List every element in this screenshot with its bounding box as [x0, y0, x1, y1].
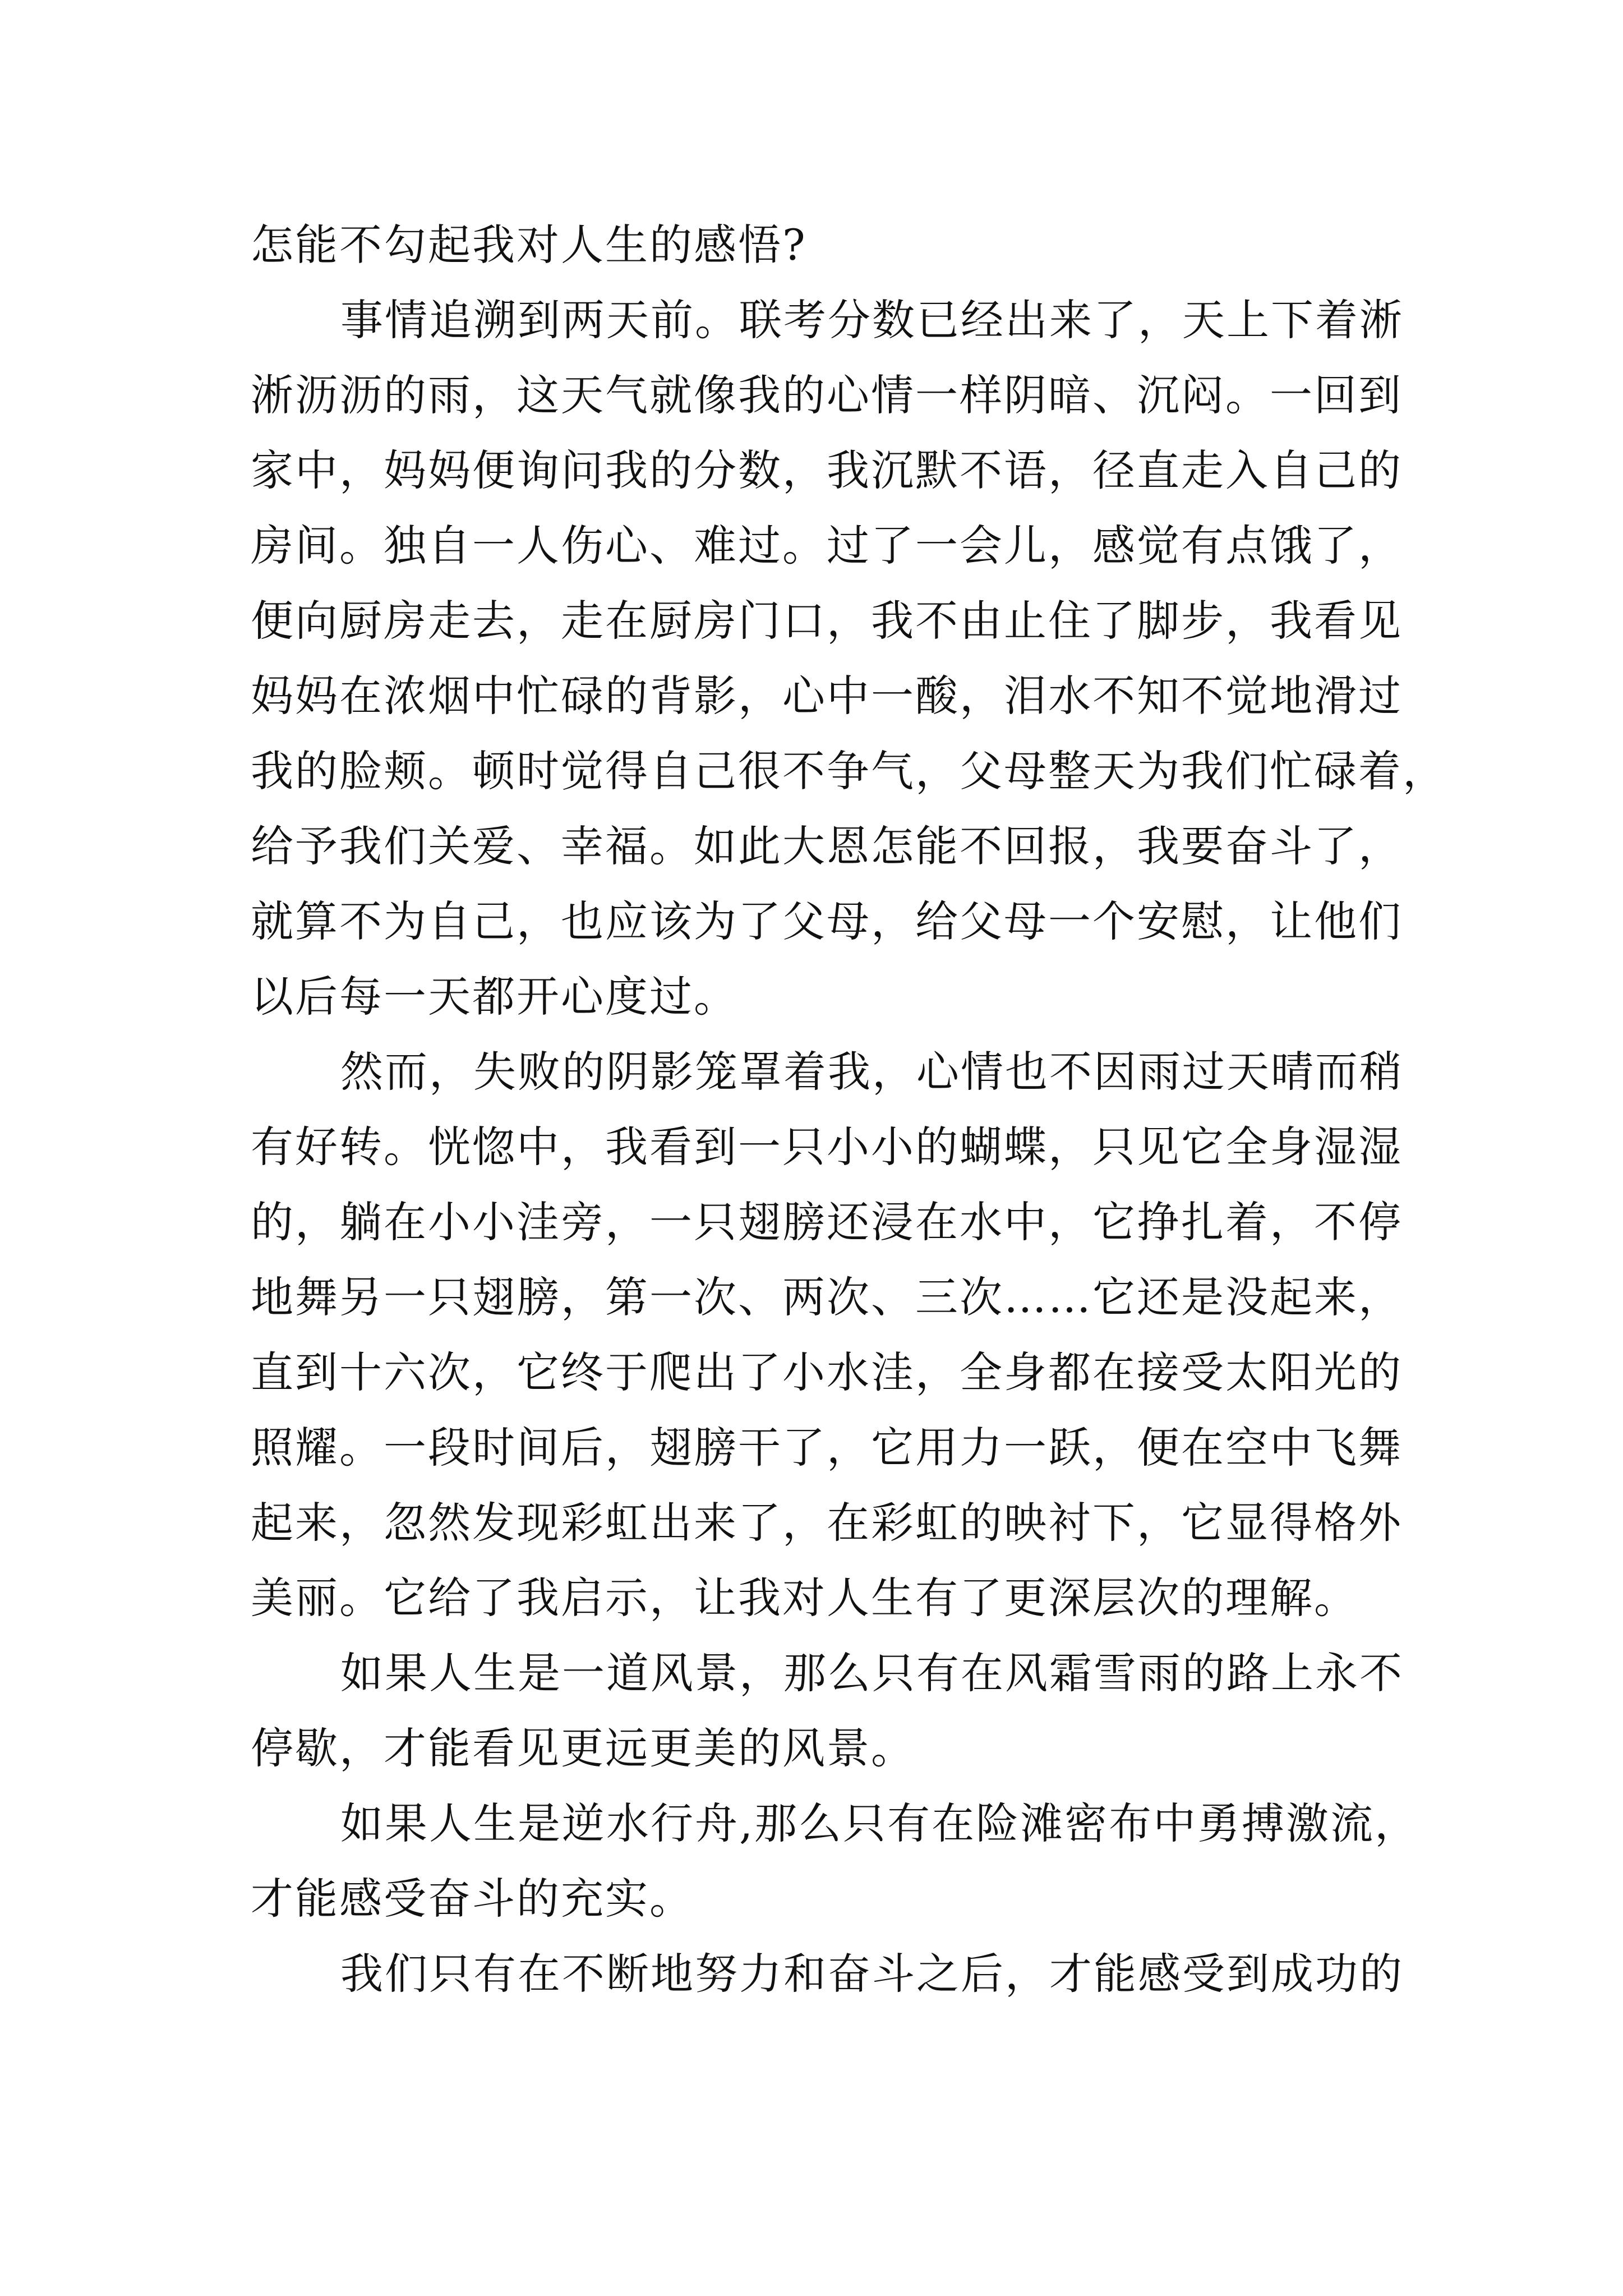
text-line: 美丽。它给了我启示，让我对人生有了更深层次的理解。: [251, 1573, 1358, 1623]
text-line: 房间。独自一人伤心、难过。过了一会儿，感觉有点饿了，: [251, 521, 1403, 570]
text-line: 如果人生是逆水行舟,那么只有在险滩密布中勇搏激流，: [340, 1798, 1419, 1848]
text-line: 直到十六次，它终于爬出了小水洼，全身都在接受太阳光的: [251, 1347, 1403, 1397]
text-line: 淅沥沥的雨，这天气就像我的心情一样阴暗、沉闷。一回到: [251, 370, 1403, 420]
text-line: 然而，失败的阴影笼罩着我，心情也不因雨过天晴而稍: [340, 1047, 1404, 1097]
text-line: 停歇，才能看见更远更美的风景。: [251, 1723, 915, 1773]
text-line: 妈妈在浓烟中忙碌的背影，心中一酸，泪水不知不觉地滑过: [251, 671, 1403, 721]
text-line: 如果人生是一道风景，那么只有在风霜雪雨的路上永不: [340, 1648, 1404, 1698]
text-line: 我们只有在不断地努力和奋斗之后，才能感受到成功的: [340, 1949, 1404, 1999]
text-line: 给予我们关爱、幸福。如此大恩怎能不回报，我要奋斗了，: [251, 821, 1403, 871]
text-line: 的，躺在小小洼旁，一只翅膀还浸在水中，它挣扎着，不停: [251, 1197, 1403, 1247]
text-line: 事情追溯到两天前。联考分数已经出来了，天上下着淅: [340, 295, 1404, 345]
text-line: 有好转。恍惚中，我看到一只小小的蝴蝶，只见它全身湿湿: [251, 1122, 1403, 1172]
text-line: 以后每一天都开心度过。: [251, 972, 738, 1022]
text-line: 地舞另一只翅膀，第一次、两次、三次……它还是没起来，: [251, 1272, 1403, 1322]
text-line: 起来，忽然发现彩虹出来了，在彩虹的映衬下，它显得格外: [251, 1498, 1403, 1548]
text-line: 怎能不勾起我对人生的感悟?: [251, 220, 807, 270]
text-line: 照耀。一段时间后，翅膀干了，它用力一跃，便在空中飞舞: [251, 1423, 1403, 1473]
text-line: 我的脸颊。顿时觉得自己很不争气，父母整天为我们忙碌着，: [251, 746, 1447, 796]
text-line: 便向厨房走去，走在厨房门口，我不由止住了脚步，我看见: [251, 596, 1403, 646]
essay-body: [251, 208, 1447, 2012]
text-line: 就算不为自己，也应该为了父母，给父母一个安慰，让他们: [251, 896, 1403, 946]
text-line: 家中，妈妈便询问我的分数，我沉默不语，径直走入自己的: [251, 445, 1403, 495]
text-line: 才能感受奋斗的充实。: [251, 1874, 694, 1924]
